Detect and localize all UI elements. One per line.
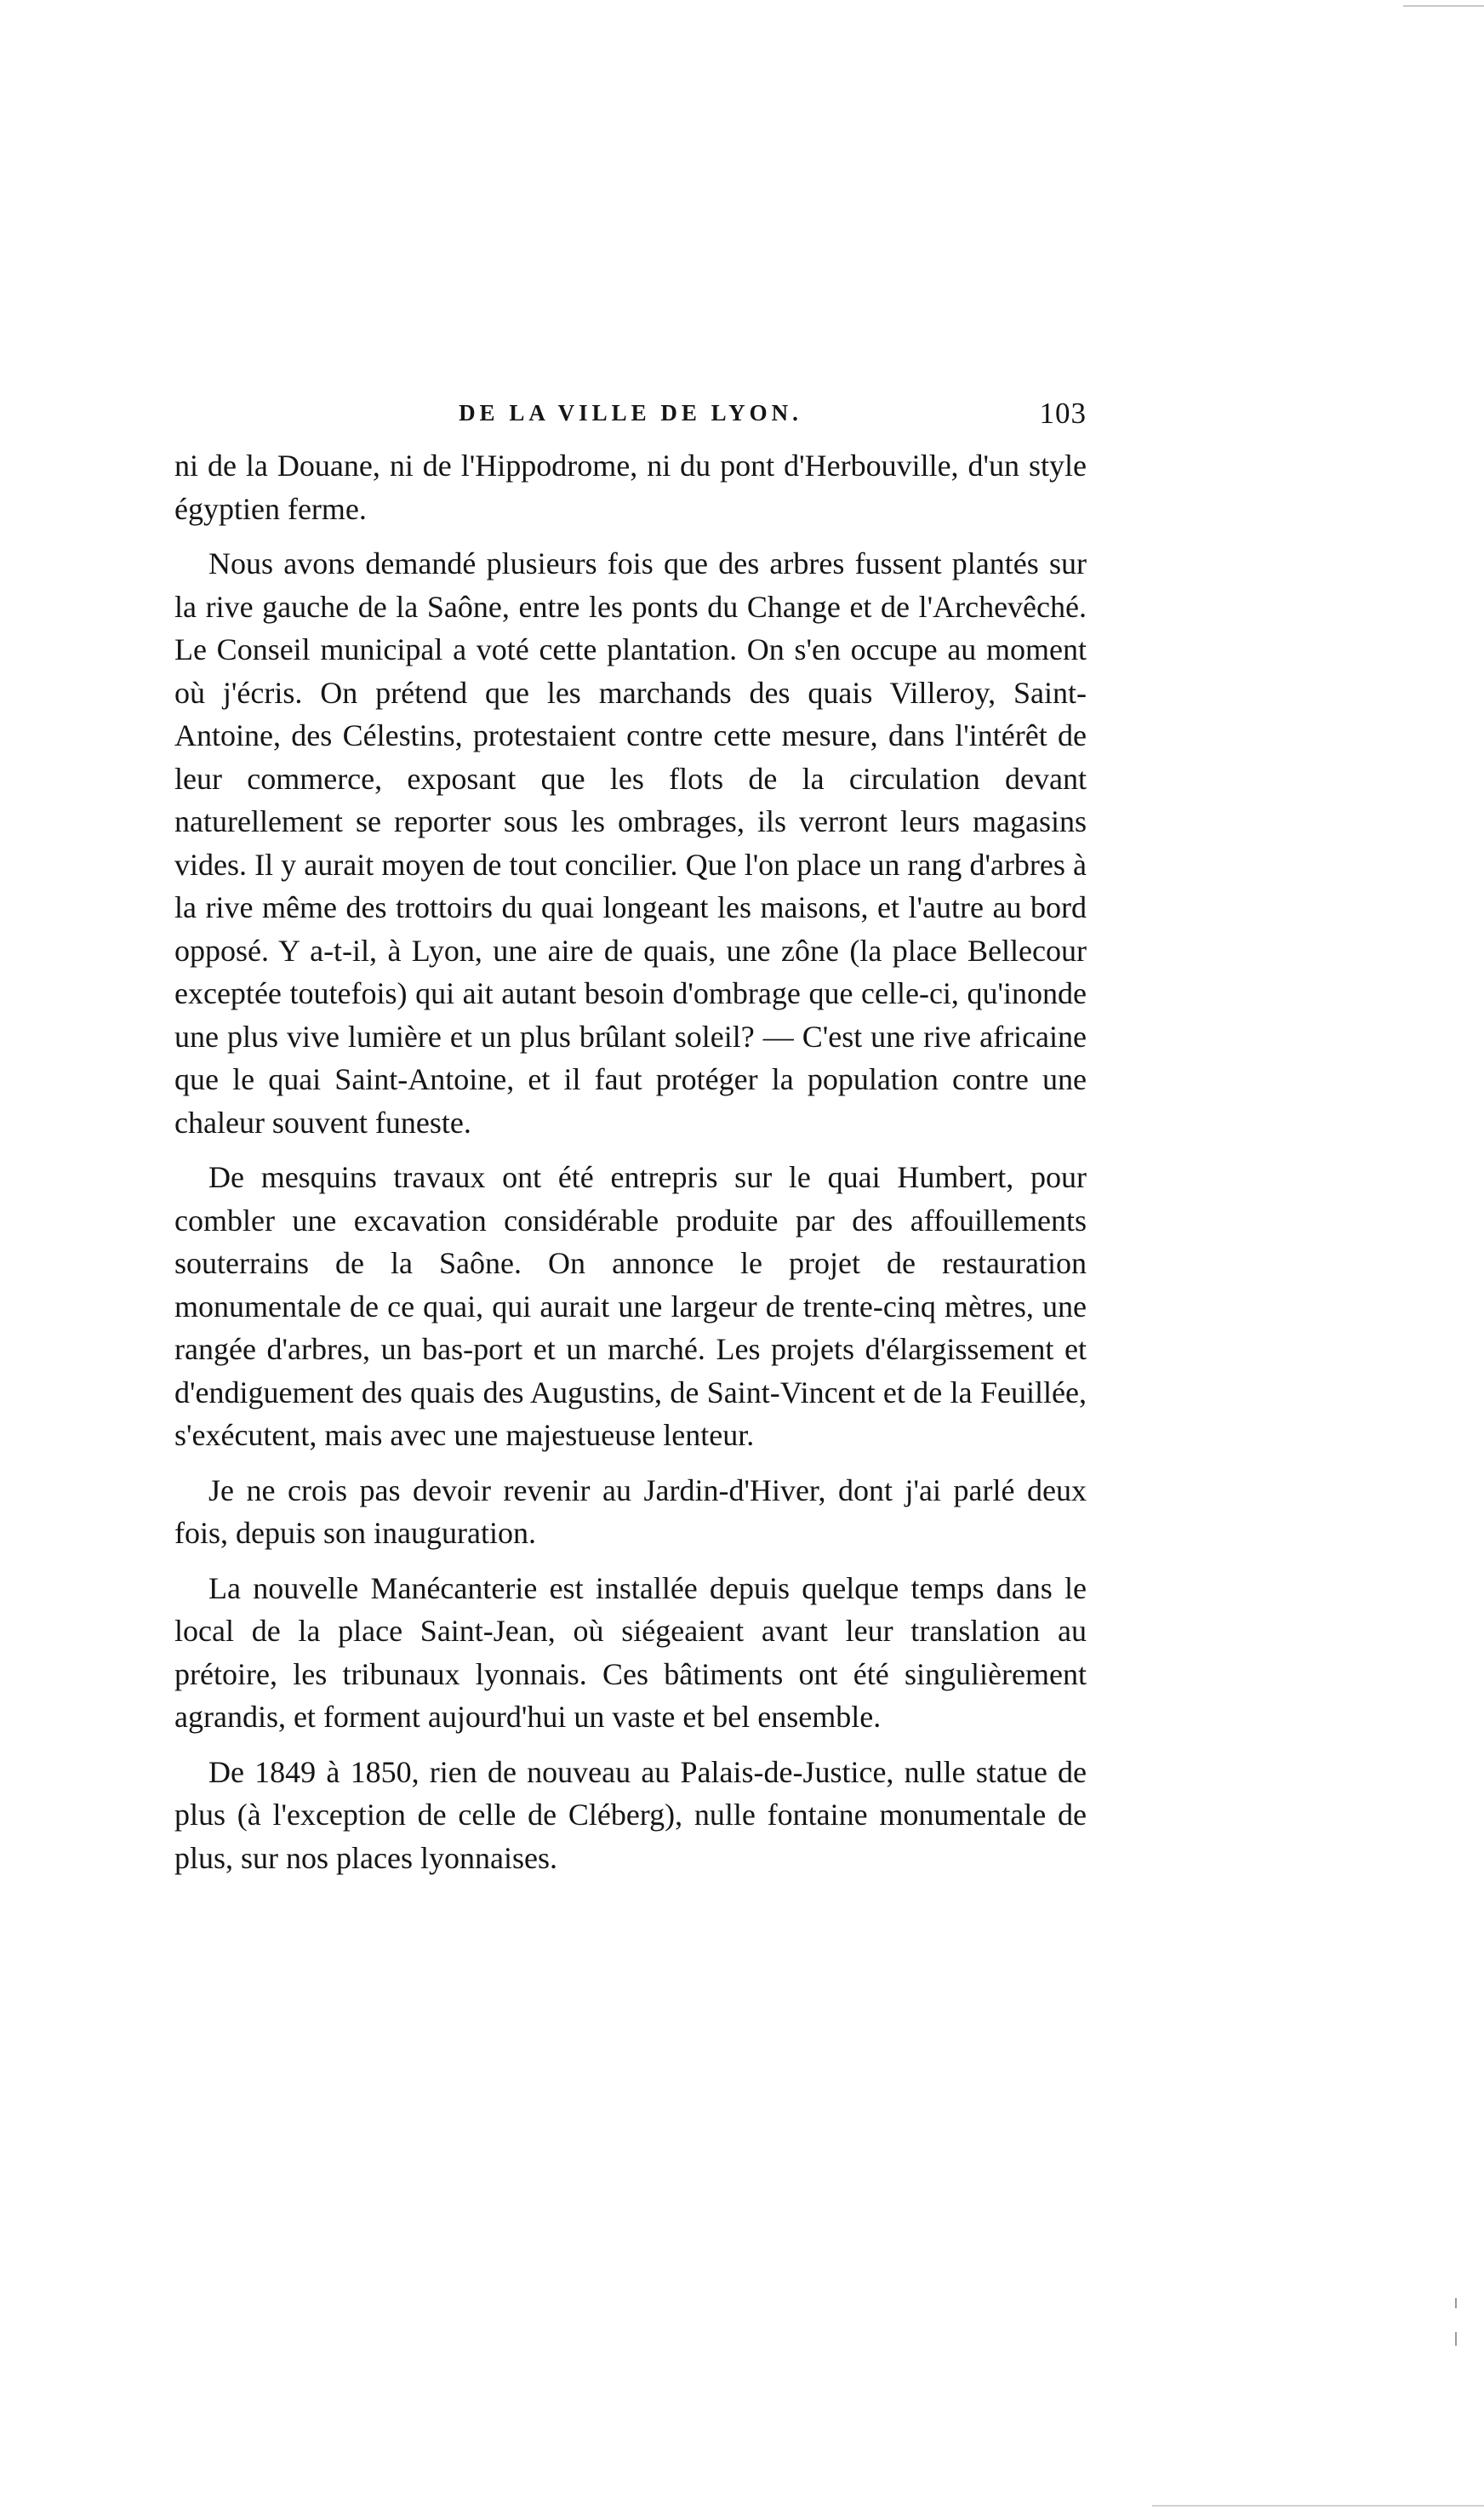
scan-speck	[1455, 2298, 1457, 2308]
paragraph-quai-trees: Nous avons demandé plusieurs fois que des arbres fussent plantés sur la rive gauche de la Saône, entre les ponts du Change et de l'Archevêché. Le Conseil municipal a voté cette plantation. On s'en occupe au moment où j'écris. On prétend que les marchands des quais Villeroy, Saint-Antoine, des Célestins, protestaient contre cette mesure, dans l'intérêt de leur commerce, exposant que les flots de la circulation devant naturellement se reporter sous les ombrages, ils verront leurs magasins vides. Il y aurait moyen de tout concilier. Que l'on place un rang d'arbres à la rive même des trottoirs du quai longeant les maisons, et l'autre au bord opposé. Y a-t-il, à Lyon, une aire de quais, une zône (la place Bellecour exceptée toutefois) qui ait autant besoin d'ombrage que celle-ci, qu'inonde une plus vive lumière et un plus brûlant soleil? — C'est une rive africaine que le quai Saint-Antoine, et il faut protéger la population contre une chaleur souvent funeste.	[174, 546, 1087, 1140]
paragraph-manecanterie: La nouvelle Manécanterie est installée depuis quelque temps dans le local de la place Saint-Jean, où siégeaient avant leur translation au prétoire, les tribunaux lyonnais. Ces bâtiments ont été singulièrement agrandis, et forment aujourd'hui un vaste et bel ensemble.	[174, 1570, 1087, 1734]
paragraph-continuation: ni de la Douane, ni de l'Hippodrome, ni du pont d'Herbouville, d'un style égyptien ferme.	[174, 449, 1087, 526]
paragraph-quai-humbert: De mesquins travaux ont été entrepris sur le quai Humbert, pour combler une excavation considérable produite par des affouillements souterrains de la Saône. On annonce le projet de restauration monumentale de ce quai, qui aurait une largeur de trente-cinq mètres, une rangée d'arbres, un bas-port et un marché. Les projets d'élargissement et d'endiguement des quais des Augustins, de Saint-Vincent et de la Feuillée, s'exécutent, mais avec une majestueuse lenteur.	[174, 1160, 1087, 1452]
paragraph-jardin-hiver: Je ne crois pas devoir revenir au Jardin-d'Hiver, dont j'ai parlé deux fois, depuis son inauguration.	[174, 1472, 1087, 1550]
running-header	[174, 397, 1087, 443]
paragraph-palais-justice: De 1849 à 1850, rien de nouveau au Palais-de-Justice, nulle statue de plus (à l'exception de celle de Cléberg), nulle fontaine monumentale de plus, sur nos places lyonnaises.	[174, 1754, 1087, 1875]
scan-speck	[1455, 2332, 1457, 2346]
running-title: DE LA VILLE DE LYON.	[459, 400, 802, 426]
scan-edge-rule-bottom	[1152, 2505, 1484, 2507]
scan-edge-rule-top	[1403, 5, 1484, 7]
page-number: 103	[1039, 397, 1087, 430]
body-text	[174, 444, 1087, 1891]
